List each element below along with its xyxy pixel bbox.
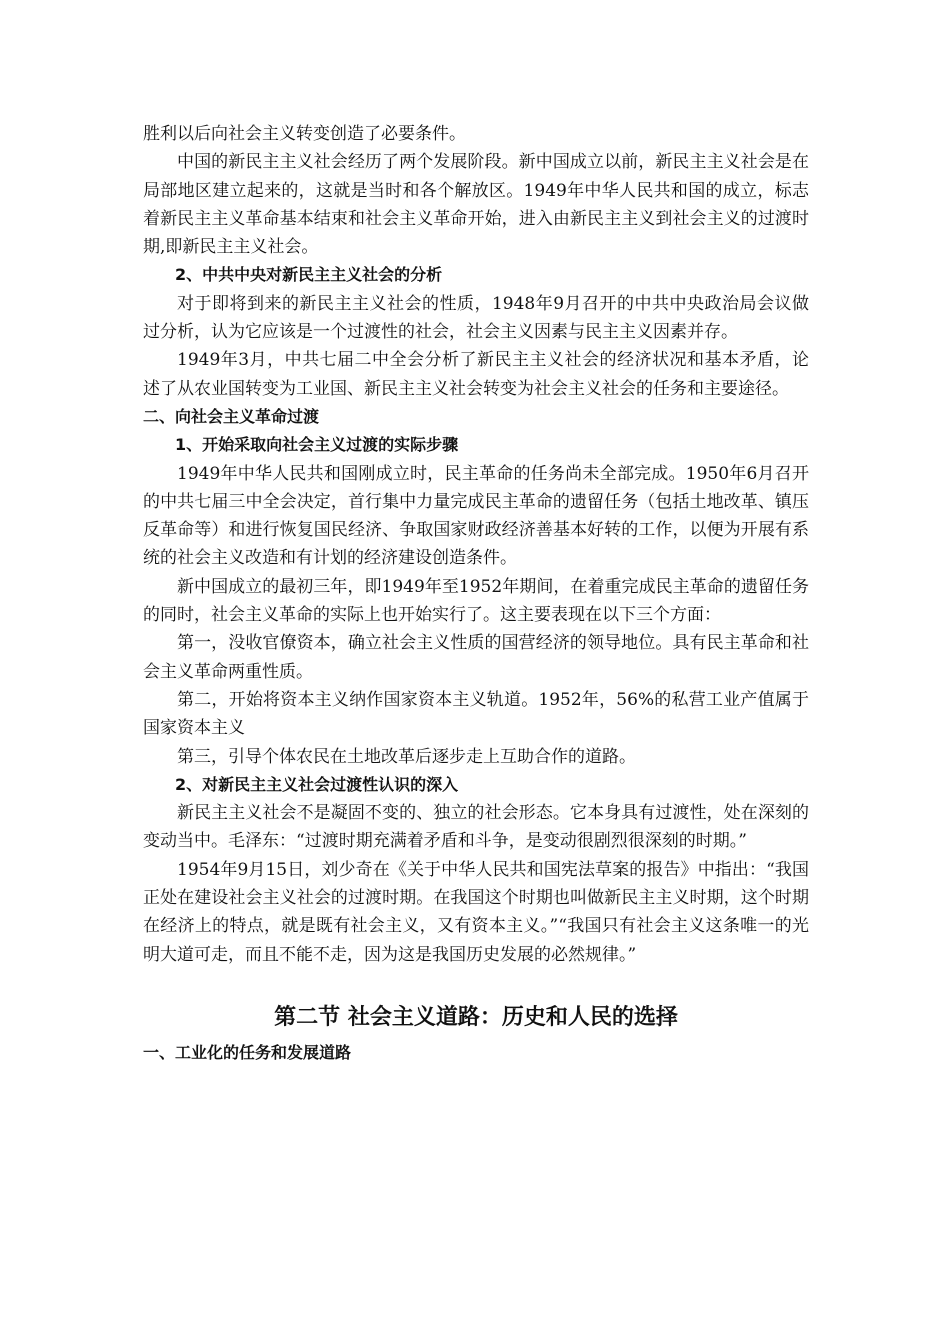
paragraph: 胜利以后向社会主义转变创造了必要条件。 [143,124,466,144]
paragraph: 对于即将到来的新民主主义社会的性质，1948年9月召开的中共中央政治局会议做过分析，认为它应该是一个过渡性的社会，社会主义因素与民主主义因素并存。 [143,293,809,343]
paragraph: 第一，没收官僚资本，确立社会主义性质的国营经济的领导地位。具有民主革命和社会主义革命两重性质。 [143,633,809,682]
paragraph: 1949年中华人民共和国刚成立时，民主革命的任务尚未全部完成。1950年6月召开的中共七届三中全会决定，首行集中力量完成民主革命的遗留任务（包括土地改革、镇压反革命等）和进行恢复国民经济、争取国家财政经济善基本好转的工作，以便为开展有系统的社会主义改造和有计划的经济建设创造条件。 [143,463,809,569]
paragraph: 第二，开始将资本主义纳作国家资本主义轨道。1952年，56%的私营工业产值属于国家资本主义 [143,689,809,739]
paragraph: 第三，引导个体农民在土地改革后逐步走上互助合作的道路。 [177,746,636,767]
paragraph: 新中国成立的最初三年，即1949年至1952年期间，在着重完成民主革命的遗留任务的同时，社会主义革命的实际上也开始实行了。这主要表现在以下三个方面： [143,576,809,626]
paragraph: 中国的新民主主义社会经历了两个发展阶段。新中国成立以前，新民主主义社会是在局部地区建立起来的，这就是当时和各个解放区。1949年中华人民共和国的成立，标志着新民主主义革命基本结束和社会主义革命开始，进入由新民主主义到社会主义的过渡时期,即新民主主义社会。 [143,152,809,258]
subsection-heading: 2、中共中央对新民主主义社会的分析 [175,265,443,285]
section-heading: 一、工业化的任务和发展道路 [143,1042,352,1062]
paragraph: 1954年9月15日，刘少奇在《关于中华人民共和国宪法草案的报告》中指出：“我国正处在建设社会主义社会的过渡时期。在我国这个时期也叫做新民主主义时期，这个时期在经济上的特点，就是既有社会主义，又有资本主义。”“我国只有社会主义这条唯一的光明大道可走，而且不能不走，因为这是我国历史发展的必然规律。” [143,859,809,965]
paragraph: 1949年3月，中共七届二中全会分析了新民主主义社会的经济状况和基本矛盾，论述了从农业国转变为工业国、新民主主义社会转变为社会主义社会的任务和主要途径。 [143,350,809,399]
chapter-heading: 第二节 社会主义道路：历史和人民的选择 [274,1004,678,1030]
paragraph: 新民主主义社会不是凝固不变的、独立的社会形态。它本身具有过渡性，处在深刻的变动当中。毛泽东：“过渡时期充满着矛盾和斗争，是变动很剧烈很深刻的时期。” [143,803,809,852]
document-page [143,120,809,1067]
section-heading: 二、向社会主义革命过渡 [143,406,320,426]
subsection-heading: 2、对新民主主义社会过渡性认识的深入 [175,774,459,794]
subsection-heading: 1、开始采取向社会主义过渡的实际步骤 [175,435,459,455]
